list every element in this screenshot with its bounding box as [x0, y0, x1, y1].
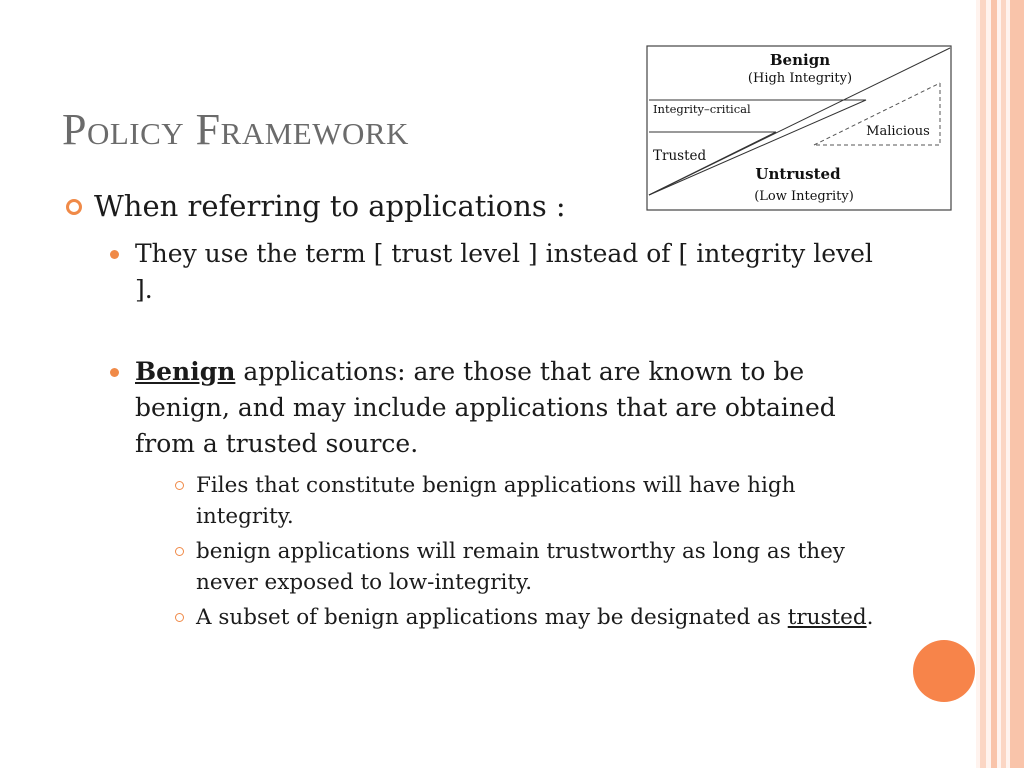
sub-bullet-text: A subset of benign applications may be designated as [196, 605, 788, 630]
small-ring-bullet-icon [175, 613, 184, 622]
sub-bullet [66, 536, 886, 598]
label-high-integrity: (High Integrity) [747, 71, 853, 86]
bullet-level1 [66, 186, 886, 226]
label-untrusted: Untrusted [755, 165, 841, 183]
benign-term: Benign [135, 357, 236, 386]
bullet-benign [66, 354, 886, 462]
label-malicious: Malicious [866, 124, 930, 139]
small-ring-bullet-icon [175, 547, 184, 556]
label-benign: Benign [769, 51, 831, 69]
ring-bullet-icon [66, 199, 82, 215]
label-trusted: Trusted [653, 148, 707, 164]
bullet-trust-level [66, 236, 886, 308]
slide-title: Policy Framework [62, 105, 409, 154]
bullet-text: applications: are those that are known to be benign, and may include applications that are obtained from a trusted source. [135, 357, 836, 458]
sub-bullet-punct: . [866, 605, 874, 630]
slide-content [66, 186, 886, 633]
sub-bullet-text: Files that constitute benign applications will have high integrity. [196, 473, 796, 529]
dot-bullet-icon [110, 250, 119, 259]
bullet-text: They use the term [ trust level ] instead of [ integrity level ]. [135, 239, 873, 304]
trusted-term: trusted [787, 605, 867, 630]
sub-bullet-text: benign applications will remain trustworthy as long as they never exposed to low-integrity. [196, 539, 845, 595]
sub-bullet [66, 470, 886, 532]
dot-bullet-icon [110, 368, 119, 377]
decorative-orange-circle [913, 640, 975, 702]
bullet-text: When referring to applications : [94, 189, 566, 223]
label-integrity-critical: Integrity–critical [653, 102, 751, 116]
sub-bullet [66, 602, 886, 633]
label-low-integrity: (Low Integrity) [754, 189, 854, 204]
small-ring-bullet-icon [175, 481, 184, 490]
decorative-side-stripes [976, 0, 1024, 768]
